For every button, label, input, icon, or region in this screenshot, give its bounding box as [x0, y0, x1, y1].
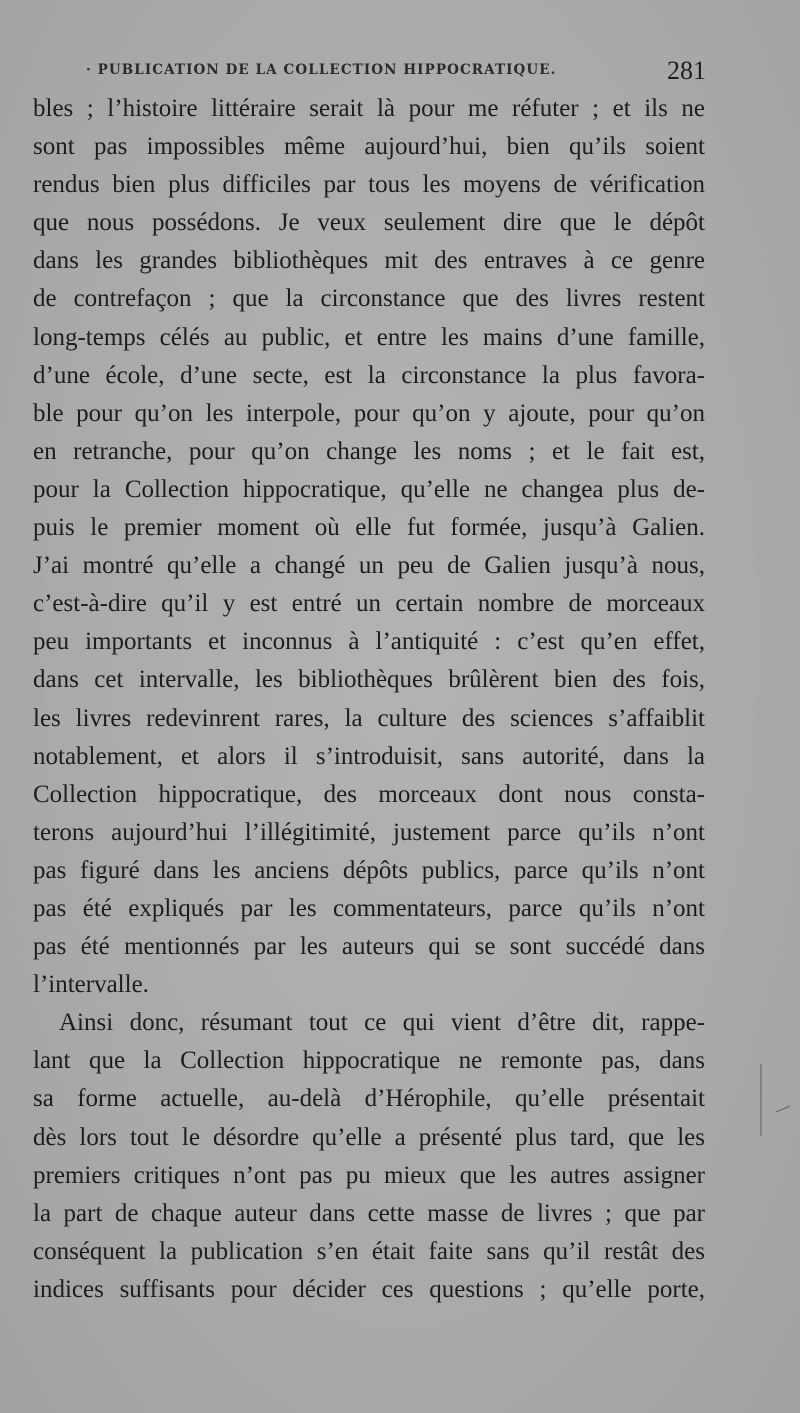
text-line: dans les grandes bibliothèques mit des entraves à ce genre: [33, 247, 705, 275]
text-line: long-temps célés au public, et entre les mains d’une famille,: [33, 323, 705, 351]
text-line: en retranche, pour qu’on change les noms ; et le fait est,: [33, 437, 705, 465]
margin-pencil-mark: [758, 1062, 792, 1140]
text-line: indices suffisants pour décider ces questions ; qu’elle porte,: [33, 1275, 705, 1303]
text-line: dès lors tout le désordre qu’elle a présenté plus tard, que les: [33, 1123, 705, 1151]
text-line: c’est-à-dire qu’il y est entré un certain nombre de morceaux: [33, 590, 705, 618]
page-header: [86, 56, 706, 86]
text-line: rendus bien plus difficiles par tous les moyens de vérification: [33, 171, 705, 199]
text-line: la part de chaque auteur dans cette masse de livres ; que par: [33, 1199, 705, 1227]
text-line: dans cet intervalle, les bibliothèques brûlèrent bien des fois,: [33, 666, 705, 694]
text-line: les livres redevinrent rares, la culture des sciences s’affaiblit: [33, 704, 705, 732]
text-line: pas été mentionnés par les auteurs qui se sont succédé dans: [33, 933, 705, 961]
text-line: Ainsi donc, résumant tout ce qui vient d’être dit, rappe-: [59, 1009, 705, 1037]
text-line: d’une école, d’une secte, est la circonstance la plus favora-: [33, 361, 705, 389]
text-line: J’ai montré qu’elle a changé un peu de Galien jusqu’à nous,: [33, 552, 705, 580]
text-line: de contrefaçon ; que la circonstance que des livres restent: [33, 285, 705, 313]
text-line: que nous possédons. Je veux seulement dire que le dépôt: [33, 209, 705, 237]
paragraph-2: [33, 1004, 705, 1309]
text-line: lant que la Collection hippocratique ne remonte pas, dans: [33, 1047, 705, 1075]
text-line: puis le premier moment où elle fut formée, jusqu’à Galien.: [33, 514, 705, 542]
text-line: conséquent la publication s’en était faite sans qu’il restât des: [33, 1237, 705, 1265]
text-line: l’intervalle.: [33, 971, 149, 999]
body-text: [33, 90, 705, 1309]
text-line: pour la Collection hippocratique, qu’elle ne changea plus de-: [33, 475, 705, 503]
text-line: bles ; l’histoire littéraire serait là pour me réfuter ; et ils ne: [33, 95, 705, 122]
text-line: sa forme actuelle, au-delà d’Hérophile, qu’elle présentait: [33, 1085, 705, 1113]
running-head: · PUBLICATION DE LA COLLECTION HIPPOCRATIQUE.: [86, 62, 557, 78]
text-line: peu importants et inconnus à l’antiquité : c’est qu’en effet,: [33, 628, 705, 656]
text-line: pas été expliqués par les commentateurs, parce qu’ils n’ont: [33, 894, 705, 922]
text-line: notablement, et alors il s’introduisit, sans autorité, dans la: [33, 742, 705, 770]
text-line: terons aujourd’hui l’illégitimité, justement parce qu’ils n’ont: [33, 818, 705, 846]
paragraph-1: [33, 90, 705, 1004]
page-number: 281: [667, 56, 706, 85]
text-line: ble pour qu’on les interpole, pour qu’on y ajoute, pour qu’on: [33, 399, 705, 427]
text-line: sont pas impossibles même aujourd’hui, bien qu’ils soient: [33, 133, 705, 161]
text-line: pas figuré dans les anciens dépôts publics, parce qu’ils n’ont: [33, 856, 705, 884]
text-line: premiers critiques n’ont pas pu mieux que les autres assigner: [33, 1161, 705, 1189]
text-line: Collection hippocratique, des morceaux dont nous consta-: [33, 780, 705, 808]
